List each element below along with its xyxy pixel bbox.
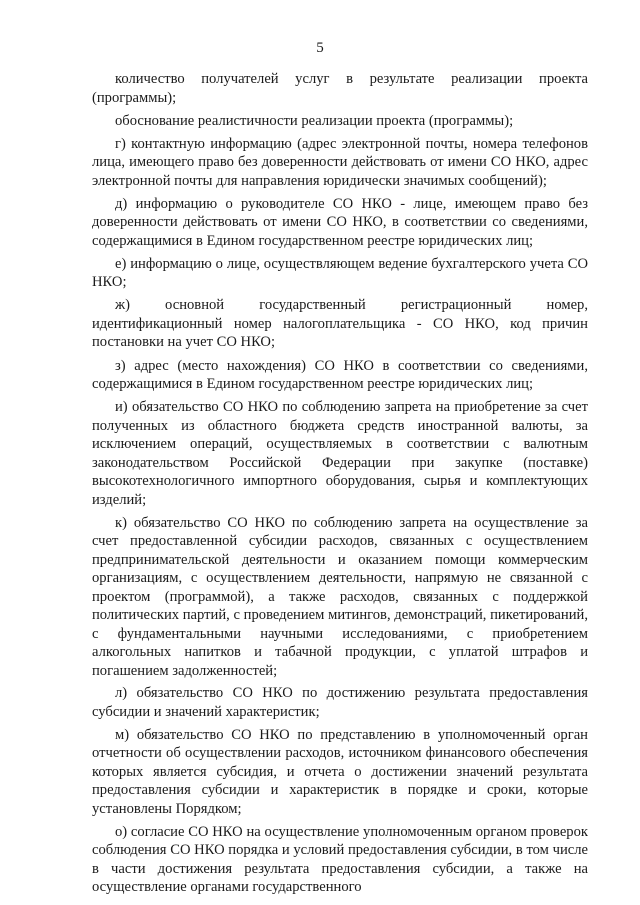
page-number: 5 [316, 40, 324, 56]
paragraph-l-result-obligation: л) обязательство СО НКО по достижению результата предоставления субсидии и значений характеристик; [92, 685, 588, 720]
paragraph-z-address: з) адрес (место нахождения) СО НКО в соответствии со сведениями, содержащимися в Едином государственном реестре юридических лиц; [92, 357, 588, 393]
paragraph-recipients-count: количество получателей услуг в результате реализации проекта (программы); [92, 71, 588, 106]
paragraph-e-accountant-info: е) информацию о лице, осуществляющем ведение бухгалтерского учета СО НКО; [92, 255, 588, 291]
paragraph-d-head-info: д) информацию о руководителе СО НКО - лице, имеющем право без доверенности действовать от имени СО НКО, в соответствии со сведениями, содержащимися в Едином государственном реестре юридических лиц; [92, 195, 588, 249]
document-body [92, 70, 588, 901]
paragraph-o-inspection-consent: о) согласие СО НКО на осуществление уполномоченным органом проверок соблюдения СО НКО порядка и условий предоставления субсидии, в том числе в части достижения результата предоставления субсидии, а также на осуществление органами государственного [92, 823, 588, 896]
paragraph-k-expense-ban: к) обязательство СО НКО по соблюдению запрета на осуществление за счет предоставленной субсидии расходов, связанных с осуществлением предпринимательской деятельности и оказанием помощи коммерческим организациям, с осуществлением деятельности, напрямую не связанной с проектом (программой), а также расходов, связанных с поддержкой политических партий, с проведением митингов, демонстраций, пикетирований, с фундаментальными научными исследованиями, с приобретением алкогольных напитков и табачной продукции, с уплатой штрафов и погашением задолженностей; [92, 514, 588, 679]
paragraph-i-currency-ban: и) обязательство СО НКО по соблюдению запрета на приобретение за счет полученных из областного бюджета средств иностранной валюты, за исключением операций, осуществляемых в соответствии с валютным законодательством Российской Федерации при закупке (поставке) высокотехнологичного импортного оборудования, сырья и комплектующих изделий; [92, 399, 588, 508]
paragraph-zh-registration-numbers: ж) основной государственный регистрационный номер, идентификационный номер налогоплательщика - СО НКО, код причин постановки на учет СО НКО; [92, 297, 588, 351]
paragraph-m-reporting-obligation: м) обязательство СО НКО по представлению в уполномоченный орган отчетности об осуществлении расходов, источником финансового обеспечения которых является субсидия, и отчета о достижении значений результата предоставления субсидии и характеристик в порядке и сроки, которые установлены Порядком; [92, 726, 588, 817]
paragraph-g-contact-info: г) контактную информацию (адрес электронной почты, номера телефонов лица, имеющего право без доверенности действовать от имени СО НКО, адрес электронной почты для направления юридически значимых сообщений); [92, 135, 588, 189]
paragraph-realism-justification: обоснование реалистичности реализации проекта (программы); [115, 112, 514, 129]
